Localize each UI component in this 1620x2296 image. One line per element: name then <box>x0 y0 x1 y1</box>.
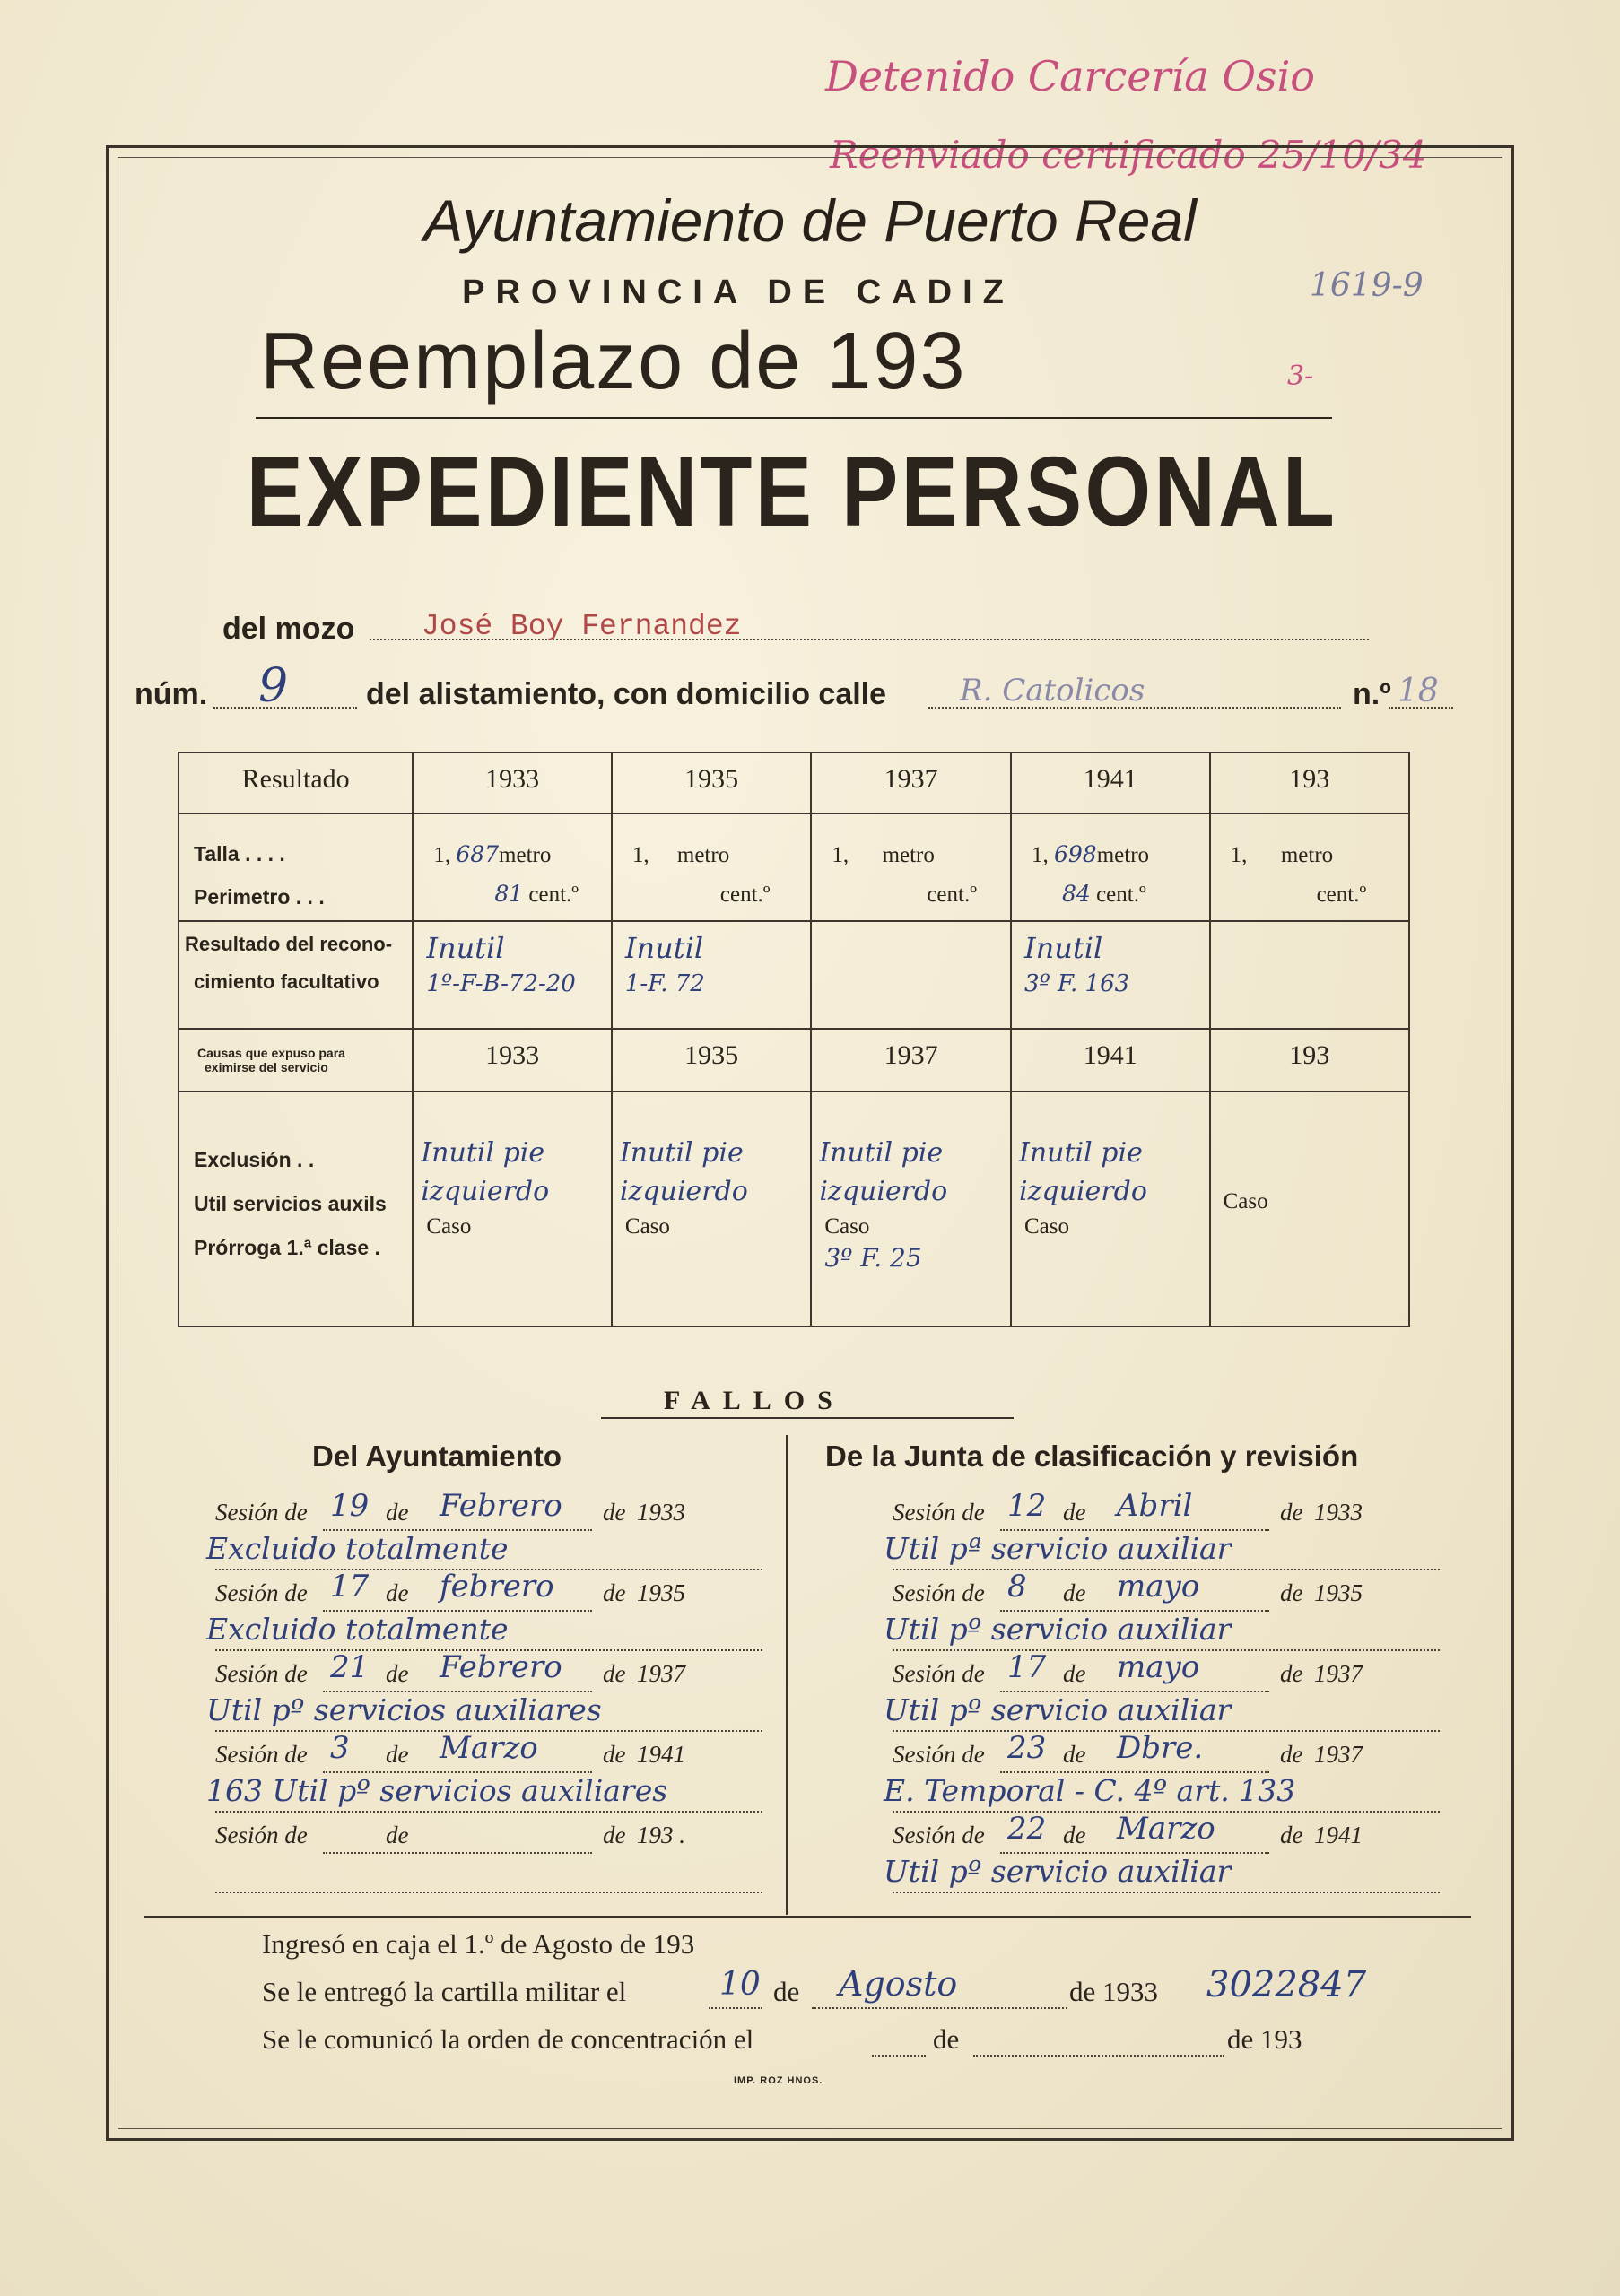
session-year-prefix: de <box>603 1579 626 1606</box>
session-result: E. Temporal - C. 4º art. 133 <box>884 1773 1296 1808</box>
session-result-line <box>893 1892 1440 1893</box>
exclusion-labels: Exclusión . . Util servicios auxils Prórroga 1.ª clase . <box>179 1091 413 1326</box>
measure-cell: 1, 698metro 84 cent.º <box>1011 813 1210 921</box>
session-result: Util pº servicio auxiliar <box>884 1612 1232 1647</box>
session-month: febrero <box>440 1569 554 1605</box>
session-day: 3 <box>330 1730 350 1766</box>
year-header: 1933 <box>413 752 612 813</box>
session-de: de <box>386 1660 409 1687</box>
session-date-line <box>323 1852 592 1854</box>
exclusion-cell: Inutil pie izquierdo Caso 3º F. 25 <box>811 1091 1011 1326</box>
session-day: 8 <box>1007 1569 1027 1605</box>
session-year-prefix: de <box>1280 1741 1303 1768</box>
session-row <box>206 1730 771 1814</box>
session-year: 193 . <box>637 1822 685 1848</box>
session-day: 17 <box>1007 1649 1047 1685</box>
causas-label: Causas que expuso para eximirse del servicio <box>179 1029 413 1091</box>
mozo-label: del mozo <box>222 612 355 646</box>
year-header: 1941 <box>1011 752 1210 813</box>
session-day: 23 <box>1007 1730 1047 1766</box>
session-year: 1937 <box>1314 1660 1363 1687</box>
session-row <box>884 1649 1449 1734</box>
session-year: 1937 <box>637 1660 685 1687</box>
session-result: Excluido totalmente <box>206 1531 509 1566</box>
session-row <box>884 1488 1449 1572</box>
session-day: 22 <box>1007 1811 1047 1847</box>
reemplazo-year-suffix: 3- <box>1287 361 1314 392</box>
junta-title: De la Junta de clasificación y revisión <box>825 1439 1359 1473</box>
measure-cell: 1, metro cent.º <box>811 813 1011 921</box>
printer-credit: IMP. ROZ HNOS. <box>734 2075 823 2086</box>
session-de: de <box>1063 1741 1086 1768</box>
session-year-prefix: de <box>1280 1822 1303 1848</box>
reconocimiento-cell <box>811 921 1011 1029</box>
session-month: mayo <box>1117 1569 1200 1605</box>
session-de: de <box>1063 1499 1086 1526</box>
measure-cell: 1, metro cent.º <box>1210 813 1409 921</box>
session-year-prefix: de <box>603 1741 626 1768</box>
session-de: de <box>386 1579 409 1606</box>
municipality-title: Ayuntamiento de Puerto Real <box>423 187 1197 254</box>
cartilla-number: 3022847 <box>1206 1964 1367 2005</box>
session-month: Dbre. <box>1117 1730 1204 1766</box>
session-result: Util pº servicio auxiliar <box>884 1854 1232 1889</box>
cartilla-day-line <box>709 2007 762 2009</box>
cartilla-month-line <box>812 2007 1067 2009</box>
document-title: EXPEDIENTE PERSONAL <box>246 437 1338 547</box>
orden-month-line <box>973 2055 1224 2057</box>
province-label: PROVINCIA DE CADIZ <box>462 274 1015 311</box>
session-year-prefix: de <box>603 1499 626 1526</box>
session-month: Marzo <box>1117 1811 1215 1847</box>
num-value: 9 <box>258 659 289 713</box>
session-year-prefix: de <box>603 1660 626 1687</box>
annotation-detenido: Detenido Carcería Osio <box>825 52 1315 100</box>
reemplazo-title: Reemplazo de 193 <box>260 317 967 406</box>
fallos-rule <box>601 1417 1014 1419</box>
session-month: Marzo <box>440 1730 538 1766</box>
no-value: 18 <box>1398 673 1439 709</box>
session-result: Util pª servicio auxiliar <box>884 1531 1232 1566</box>
session-label: Sesión de <box>893 1579 985 1606</box>
session-year-prefix: de <box>1280 1499 1303 1526</box>
session-day: 17 <box>330 1569 370 1605</box>
header-rule <box>256 417 1332 419</box>
talla-perimetro-labels: Talla . . . . Perimetro . . . <box>179 813 413 921</box>
orden-text: Se le comunicó la orden de concentración el <box>262 2023 754 2055</box>
reconocimiento-cell: Inutil 1-F. 72 <box>612 921 811 1029</box>
session-label: Sesión de <box>215 1741 308 1768</box>
session-label: Sesión de <box>215 1660 308 1687</box>
session-result-line <box>215 1892 762 1893</box>
session-result: Util pº servicio auxiliar <box>884 1692 1232 1727</box>
year-subheader: 1933 <box>413 1029 612 1091</box>
exclusion-cell: Inutil pie izquierdo Caso <box>1011 1091 1210 1326</box>
year-subheader: 1937 <box>811 1029 1011 1091</box>
orden-year: de 193 <box>1227 2023 1302 2055</box>
annotation-reenviado: Reenviado certificado 25/10/34 <box>830 133 1427 177</box>
session-de: de <box>386 1499 409 1526</box>
session-year: 1941 <box>637 1741 685 1768</box>
year-subheader: 193 <box>1210 1029 1409 1091</box>
session-de: de <box>1063 1660 1086 1687</box>
session-de: de <box>386 1822 409 1848</box>
session-result: Excluido totalmente <box>206 1612 509 1647</box>
reconocimiento-cell: Inutil 3º F. 163 <box>1011 921 1210 1029</box>
domicilio-label: del alistamiento, con domicilio calle <box>366 677 887 711</box>
session-day: 21 <box>330 1649 370 1685</box>
exclusion-cell: Caso <box>1210 1091 1409 1326</box>
session-row <box>206 1569 771 1653</box>
session-month: Febrero <box>440 1488 562 1524</box>
session-month: mayo <box>1117 1649 1200 1685</box>
mozo-name: José Boy Fernandez <box>422 610 742 643</box>
session-row <box>215 1816 771 1895</box>
year-subheader: 1941 <box>1011 1029 1210 1091</box>
session-year: 1933 <box>1314 1499 1363 1526</box>
session-year: 1937 <box>1314 1741 1363 1768</box>
no-label: n.º <box>1353 677 1391 711</box>
session-result: 163 Util pº servicios auxiliares <box>206 1773 668 1808</box>
reference-number: 1619-9 <box>1310 267 1424 304</box>
session-row <box>206 1488 771 1572</box>
exclusion-cell: Inutil pie izquierdo Caso <box>612 1091 811 1326</box>
session-row <box>884 1730 1449 1814</box>
session-label: Sesión de <box>893 1822 985 1848</box>
session-label: Sesión de <box>215 1822 308 1848</box>
session-de: de <box>386 1741 409 1768</box>
exclusion-cell: Inutil pie izquierdo Caso <box>413 1091 612 1326</box>
session-year-prefix: de <box>1280 1660 1303 1687</box>
ayuntamiento-title: Del Ayuntamiento <box>312 1439 562 1473</box>
session-row <box>206 1649 771 1734</box>
cartilla-de: de <box>773 1976 800 2007</box>
cartilla-year: de 1933 <box>1069 1976 1159 2007</box>
session-label: Sesión de <box>215 1499 308 1526</box>
num-label: núm. <box>135 677 208 711</box>
measure-cell: 1, metro cent.º <box>612 813 811 921</box>
session-year-prefix: de <box>603 1822 626 1848</box>
session-label: Sesión de <box>215 1579 308 1606</box>
session-day: 12 <box>1007 1488 1047 1524</box>
session-day: 19 <box>330 1488 370 1524</box>
session-label: Sesión de <box>893 1660 985 1687</box>
measure-cell: 1, 687metro 81 cent.º <box>413 813 612 921</box>
year-header: 1935 <box>612 752 811 813</box>
fallos-title: FALLOS <box>664 1386 845 1415</box>
reconocimiento-label: Resultado del recono- cimiento facultativo <box>179 921 413 1029</box>
fallos-divider <box>786 1435 788 1915</box>
year-header: 1937 <box>811 752 1011 813</box>
reconocimiento-cell: Inutil 1º-F-B-72-20 <box>413 921 612 1029</box>
orden-de: de <box>933 2023 960 2055</box>
calle-value: R. Catolicos <box>960 673 1145 709</box>
session-year: 1941 <box>1314 1822 1363 1848</box>
session-row <box>884 1811 1449 1895</box>
session-year: 1935 <box>1314 1579 1363 1606</box>
ingreso-text: Ingresó en caja el 1.º de Agosto de 193 <box>262 1928 695 1960</box>
cartilla-text: Se le entregó la cartilla militar el <box>262 1976 627 2007</box>
resultado-header: Resultado <box>179 752 413 813</box>
session-month: Febrero <box>440 1649 562 1685</box>
reconocimiento-cell <box>1210 921 1409 1029</box>
year-header: 193 <box>1210 752 1409 813</box>
cartilla-day: 10 <box>719 1966 761 2003</box>
results-table <box>178 752 1410 1327</box>
footer-rule <box>144 1916 1471 1918</box>
orden-day-line <box>872 2055 926 2057</box>
session-label: Sesión de <box>893 1741 985 1768</box>
cartilla-month: Agosto <box>839 1964 958 2004</box>
session-year: 1933 <box>637 1499 685 1526</box>
session-label: Sesión de <box>893 1499 985 1526</box>
session-de: de <box>1063 1579 1086 1606</box>
year-subheader: 1935 <box>612 1029 811 1091</box>
session-result: Util pº servicios auxiliares <box>206 1692 602 1727</box>
session-year: 1935 <box>637 1579 685 1606</box>
session-month: Abril <box>1117 1488 1193 1524</box>
session-year-prefix: de <box>1280 1579 1303 1606</box>
session-de: de <box>1063 1822 1086 1848</box>
session-row <box>884 1569 1449 1653</box>
session-result-line <box>215 1811 762 1813</box>
